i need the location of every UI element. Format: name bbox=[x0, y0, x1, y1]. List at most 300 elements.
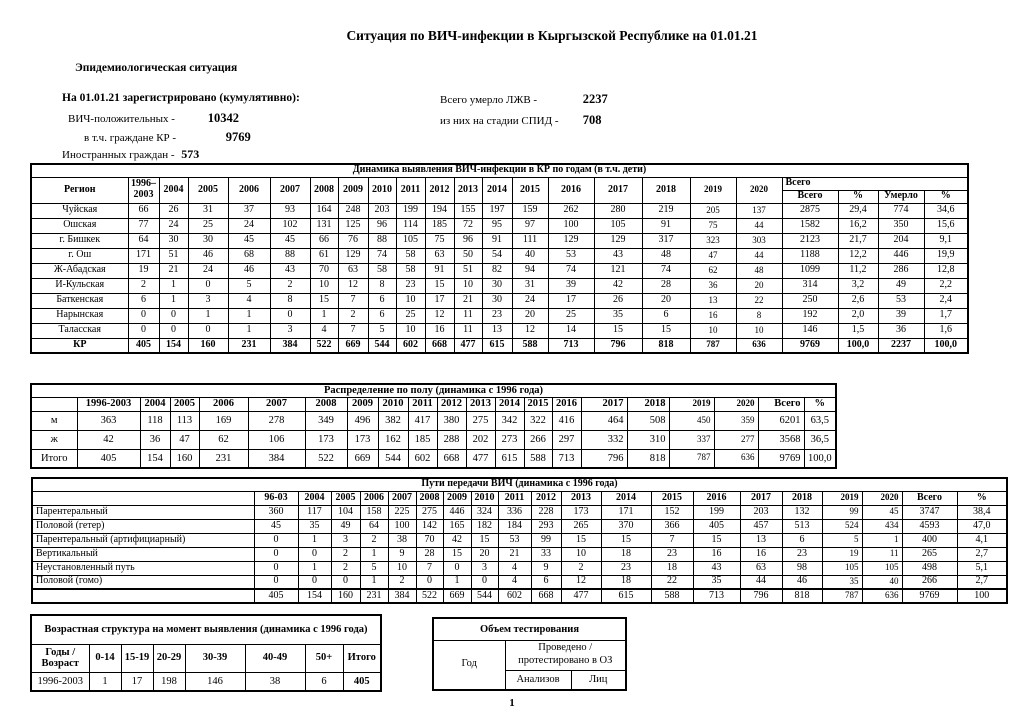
region-cell: Чуйская bbox=[31, 203, 128, 218]
year-value-cell: 349 bbox=[305, 411, 347, 430]
year-value-cell: 42 bbox=[443, 533, 471, 547]
year-value-cell: 15 bbox=[471, 533, 498, 547]
year-value-cell: 15 bbox=[601, 533, 651, 547]
year-value-cell: 155 bbox=[454, 203, 482, 218]
year-value-cell: 15 bbox=[310, 293, 338, 308]
year-value-cell: 544 bbox=[378, 449, 408, 468]
year-value-cell: 205 bbox=[690, 203, 736, 218]
year-header: 2019 bbox=[690, 177, 736, 203]
hiv-positive-label: ВИЧ-положительных - bbox=[68, 113, 175, 125]
year-header: 2017 bbox=[740, 491, 782, 505]
year-value-cell: 169 bbox=[199, 411, 248, 430]
year-value-cell: 199 bbox=[396, 203, 425, 218]
total-cell: 9769 bbox=[902, 589, 957, 603]
total-cell: 400 bbox=[902, 533, 957, 547]
year-value-cell: 51 bbox=[159, 248, 188, 263]
year-value-cell: 2 bbox=[331, 561, 360, 575]
year-value-cell: 18 bbox=[601, 547, 651, 561]
total-pct-cell: 1,5 bbox=[838, 323, 878, 338]
year-header: 2020 bbox=[714, 397, 758, 411]
year-value-cell: 231 bbox=[228, 338, 270, 353]
age-value-cell: 198 bbox=[153, 672, 185, 691]
year-value-cell: 72 bbox=[454, 218, 482, 233]
year-value-cell: 0 bbox=[298, 575, 331, 589]
year-value-cell: 3 bbox=[188, 293, 228, 308]
year-value-cell: 3 bbox=[331, 533, 360, 547]
year-value-cell: 96 bbox=[454, 233, 482, 248]
citizens-kr-line bbox=[84, 130, 251, 145]
dynamics-table-title: Динамика выявления ВИЧ-инфекции в КР по годам (в т.ч. дети) bbox=[31, 164, 968, 177]
year-header: 2008 bbox=[310, 177, 338, 203]
total-cell: 498 bbox=[902, 561, 957, 575]
total-cell: 265 bbox=[902, 547, 957, 561]
year-value-cell: 669 bbox=[347, 449, 378, 468]
year-value-cell: 22 bbox=[736, 293, 782, 308]
year-value-cell: 40 bbox=[862, 575, 902, 589]
year-value-cell: 154 bbox=[298, 589, 331, 603]
year-value-cell: 75 bbox=[425, 233, 454, 248]
year-value-cell: 508 bbox=[627, 411, 669, 430]
year-value-cell: 275 bbox=[416, 505, 443, 519]
year-value-cell: 10 bbox=[388, 561, 416, 575]
year-header: 96-03 bbox=[254, 491, 298, 505]
year-value-cell: 602 bbox=[408, 449, 437, 468]
year-header: 2018 bbox=[627, 397, 669, 411]
died-cell: 446 bbox=[878, 248, 924, 263]
year-header: 2016 bbox=[693, 491, 740, 505]
section-label: Эпидемиологическая ситуация bbox=[75, 62, 238, 74]
year-value-cell: 544 bbox=[471, 589, 498, 603]
region-row bbox=[31, 308, 968, 323]
year-value-cell: 5 bbox=[360, 561, 388, 575]
year-value-cell: 105 bbox=[862, 561, 902, 575]
year-value-cell: 615 bbox=[482, 338, 512, 353]
year-value-cell: 94 bbox=[512, 263, 548, 278]
year-value-cell: 10 bbox=[561, 547, 601, 561]
year-value-cell: 7 bbox=[416, 561, 443, 575]
year-value-cell: 225 bbox=[388, 505, 416, 519]
year-value-cell: 297 bbox=[552, 430, 581, 449]
year-value-cell: 231 bbox=[360, 589, 388, 603]
year-value-cell: 197 bbox=[482, 203, 512, 218]
year-value-cell: 9 bbox=[388, 547, 416, 561]
year-value-cell: 588 bbox=[651, 589, 693, 603]
year-value-cell: 787 bbox=[822, 589, 862, 603]
year-value-cell: 23 bbox=[601, 561, 651, 575]
year-value-cell: 45 bbox=[862, 505, 902, 519]
year-header: 2009 bbox=[347, 397, 378, 411]
year-value-cell: 1 bbox=[159, 293, 188, 308]
year-value-cell: 273 bbox=[495, 430, 524, 449]
year-value-cell: 2 bbox=[128, 278, 159, 293]
year-value-cell: 293 bbox=[531, 519, 561, 533]
year-value-cell: 636 bbox=[862, 589, 902, 603]
year-value-cell: 588 bbox=[512, 338, 548, 353]
year-value-cell: 46 bbox=[782, 575, 822, 589]
year-value-cell: 5 bbox=[368, 323, 396, 338]
year-value-cell: 199 bbox=[693, 505, 740, 519]
year-value-cell: 142 bbox=[416, 519, 443, 533]
year-value-cell: 446 bbox=[443, 505, 471, 519]
region-cell: г. Ош bbox=[31, 248, 128, 263]
year-value-cell: 14 bbox=[548, 323, 594, 338]
year-value-cell: 23 bbox=[782, 547, 822, 561]
year-value-cell: 104 bbox=[331, 505, 360, 519]
year-header: 2007 bbox=[248, 397, 305, 411]
year-value-cell: 0 bbox=[128, 308, 159, 323]
year-value-cell: 6 bbox=[531, 575, 561, 589]
total-pct-cell: 29,4 bbox=[838, 203, 878, 218]
year-value-cell: 6 bbox=[128, 293, 159, 308]
year-value-cell: 74 bbox=[642, 263, 690, 278]
year-header: 2017 bbox=[581, 397, 627, 411]
year-value-cell: 231 bbox=[199, 449, 248, 468]
analyses-header: Анализов bbox=[505, 670, 571, 690]
year-value-cell: 111 bbox=[512, 233, 548, 248]
year-value-cell: 10 bbox=[454, 278, 482, 293]
age-group-header: 30-39 bbox=[185, 644, 245, 672]
region-row bbox=[31, 233, 968, 248]
year-value-cell: 18 bbox=[601, 575, 651, 589]
total-cell: 1099 bbox=[782, 263, 838, 278]
year-header: 2014 bbox=[482, 177, 512, 203]
total-cell: 2123 bbox=[782, 233, 838, 248]
year-value-cell: 19 bbox=[822, 547, 862, 561]
year-value-cell: 64 bbox=[360, 519, 388, 533]
pct-cell: 36,5 bbox=[804, 430, 836, 449]
year-value-cell: 64 bbox=[128, 233, 159, 248]
year-value-cell: 522 bbox=[305, 449, 347, 468]
year-value-cell: 25 bbox=[188, 218, 228, 233]
year-header: 2011 bbox=[396, 177, 425, 203]
period-cell: 1996-2003 bbox=[31, 672, 89, 691]
year-value-cell: 10 bbox=[396, 323, 425, 338]
died-pct-cell: 34,6 bbox=[924, 203, 968, 218]
year-value-cell: 0 bbox=[254, 561, 298, 575]
year-value-cell: 266 bbox=[524, 430, 552, 449]
year-value-cell: 118 bbox=[140, 411, 170, 430]
year-value-cell: 105 bbox=[594, 218, 642, 233]
total-cell: 250 bbox=[782, 293, 838, 308]
age-structure-table bbox=[30, 614, 382, 692]
age-row bbox=[31, 672, 381, 691]
year-value-cell: 0 bbox=[254, 547, 298, 561]
route-label-cell: Вертикальный bbox=[32, 547, 254, 561]
year-value-cell: 42 bbox=[594, 278, 642, 293]
pct-header: % bbox=[804, 397, 836, 411]
sex-distribution-table bbox=[30, 383, 837, 469]
blank-corner-cell bbox=[31, 397, 77, 411]
year-value-cell: 43 bbox=[693, 561, 740, 575]
year-header: 2004 bbox=[140, 397, 170, 411]
died-total-value: 2237 bbox=[582, 92, 608, 106]
year-value-cell: 322 bbox=[524, 411, 552, 430]
year-value-cell: 12 bbox=[425, 308, 454, 323]
year-value-cell: 100 bbox=[548, 218, 594, 233]
tested-group-header: Проведено / протестировано в ОЗ bbox=[505, 640, 626, 670]
year-value-cell: 713 bbox=[693, 589, 740, 603]
foreigners-value: 573 bbox=[181, 147, 200, 161]
year-value-cell: 74 bbox=[368, 248, 396, 263]
total-header: Всего bbox=[758, 397, 804, 411]
year-value-cell: 405 bbox=[693, 519, 740, 533]
year-value-cell: 26 bbox=[159, 203, 188, 218]
died-aids-value: 708 bbox=[582, 113, 602, 127]
died-pct-cell: 9,1 bbox=[924, 233, 968, 248]
year-value-cell: 62 bbox=[199, 430, 248, 449]
total-pct-cell: 21,7 bbox=[838, 233, 878, 248]
year-value-cell: 97 bbox=[512, 218, 548, 233]
year-value-cell: 88 bbox=[368, 233, 396, 248]
year-value-cell: 17 bbox=[425, 293, 454, 308]
year-value-cell: 70 bbox=[310, 263, 338, 278]
year-value-cell: 16 bbox=[693, 547, 740, 561]
died-pct-cell: 1,7 bbox=[924, 308, 968, 323]
region-row bbox=[31, 323, 968, 338]
age-value-cell: 146 bbox=[185, 672, 245, 691]
year-value-cell: 2 bbox=[270, 278, 310, 293]
year-value-cell: 818 bbox=[782, 589, 822, 603]
year-value-cell: 17 bbox=[548, 293, 594, 308]
died-cell: 350 bbox=[878, 218, 924, 233]
year-value-cell: 82 bbox=[482, 263, 512, 278]
year-value-cell: 2 bbox=[388, 575, 416, 589]
route-row bbox=[32, 575, 1007, 589]
year-value-cell: 88 bbox=[270, 248, 310, 263]
year-value-cell: 54 bbox=[482, 248, 512, 263]
year-value-cell: 1 bbox=[360, 575, 388, 589]
age-group-header: Итого bbox=[343, 644, 381, 672]
year-value-cell: 158 bbox=[360, 505, 388, 519]
year-value-cell: 164 bbox=[310, 203, 338, 218]
year-header: 2019 bbox=[822, 491, 862, 505]
year-header: 2015 bbox=[651, 491, 693, 505]
year-header: 2006 bbox=[199, 397, 248, 411]
year-value-cell: 12 bbox=[512, 323, 548, 338]
year-value-cell: 477 bbox=[454, 338, 482, 353]
year-value-cell: 8 bbox=[270, 293, 310, 308]
year-column-header: Год bbox=[433, 640, 505, 690]
route-label-cell: Парентеральный (артифициарный) bbox=[32, 533, 254, 547]
year-value-cell: 248 bbox=[338, 203, 368, 218]
year-value-cell: 12 bbox=[561, 575, 601, 589]
total-cell: 192 bbox=[782, 308, 838, 323]
year-header: 2010 bbox=[471, 491, 498, 505]
year-value-cell: 713 bbox=[548, 338, 594, 353]
region-cell: Ж-Абадская bbox=[31, 263, 128, 278]
year-value-cell: 45 bbox=[228, 233, 270, 248]
year-value-cell: 796 bbox=[594, 338, 642, 353]
region-row bbox=[31, 203, 968, 218]
year-value-cell: 615 bbox=[495, 449, 524, 468]
total-sub-header: % bbox=[838, 190, 878, 203]
year-value-cell: 202 bbox=[466, 430, 495, 449]
persons-header: Лиц bbox=[571, 670, 626, 690]
citizens-kr-value: 9769 bbox=[225, 130, 251, 144]
year-value-cell: 277 bbox=[714, 430, 758, 449]
year-value-cell: 30 bbox=[482, 293, 512, 308]
year-value-cell: 45 bbox=[270, 233, 310, 248]
total-pct-cell: 16,2 bbox=[838, 218, 878, 233]
year-value-cell: 262 bbox=[548, 203, 594, 218]
region-cell: г. Бишкек bbox=[31, 233, 128, 248]
year-value-cell: 417 bbox=[408, 411, 437, 430]
year-value-cell: 228 bbox=[531, 505, 561, 519]
year-value-cell: 171 bbox=[601, 505, 651, 519]
died-cell: 774 bbox=[878, 203, 924, 218]
year-value-cell: 160 bbox=[188, 338, 228, 353]
year-value-cell: 15 bbox=[561, 533, 601, 547]
year-value-cell: 11 bbox=[454, 308, 482, 323]
year-value-cell: 7 bbox=[338, 293, 368, 308]
year-value-cell: 323 bbox=[690, 233, 736, 248]
year-value-cell: 522 bbox=[416, 589, 443, 603]
sex-row bbox=[31, 430, 836, 449]
year-value-cell: 132 bbox=[782, 505, 822, 519]
year-value-cell: 382 bbox=[378, 411, 408, 430]
route-label-cell bbox=[32, 589, 254, 603]
year-value-cell: 50 bbox=[454, 248, 482, 263]
route-label-cell: Половой (гомо) bbox=[32, 575, 254, 589]
total-cell: 6201 bbox=[758, 411, 804, 430]
year-value-cell: 2 bbox=[338, 308, 368, 323]
year-header: 2016 bbox=[548, 177, 594, 203]
year-value-cell: 159 bbox=[512, 203, 548, 218]
total-group-header: Всего bbox=[782, 177, 968, 190]
year-header: 2017 bbox=[594, 177, 642, 203]
year-header: 2008 bbox=[305, 397, 347, 411]
year-value-cell: 28 bbox=[416, 547, 443, 561]
year-value-cell: 184 bbox=[498, 519, 531, 533]
region-cell: Баткенская bbox=[31, 293, 128, 308]
year-value-cell: 0 bbox=[331, 575, 360, 589]
year-header: 2020 bbox=[736, 177, 782, 203]
year-value-cell: 129 bbox=[594, 233, 642, 248]
region-row bbox=[31, 278, 968, 293]
year-value-cell: 137 bbox=[736, 203, 782, 218]
route-label-cell: Неустановленный путь bbox=[32, 561, 254, 575]
year-value-cell: 668 bbox=[437, 449, 466, 468]
year-header: 2005 bbox=[170, 397, 199, 411]
year-value-cell: 39 bbox=[548, 278, 594, 293]
year-value-cell: 105 bbox=[396, 233, 425, 248]
region-header: Регион bbox=[31, 177, 128, 203]
year-value-cell: 1 bbox=[443, 575, 471, 589]
year-value-cell: 40 bbox=[512, 248, 548, 263]
sex-label-cell: м bbox=[31, 411, 77, 430]
year-value-cell: 44 bbox=[736, 248, 782, 263]
year-value-cell: 152 bbox=[651, 505, 693, 519]
year-value-cell: 0 bbox=[416, 575, 443, 589]
year-value-cell: 129 bbox=[338, 248, 368, 263]
year-value-cell: 280 bbox=[594, 203, 642, 218]
year-value-cell: 636 bbox=[736, 338, 782, 353]
year-value-cell: 24 bbox=[228, 218, 270, 233]
year-value-cell: 1 bbox=[159, 278, 188, 293]
year-value-cell: 477 bbox=[466, 449, 495, 468]
year-value-cell: 668 bbox=[425, 338, 454, 353]
total-cell: 314 bbox=[782, 278, 838, 293]
year-value-cell: 0 bbox=[188, 278, 228, 293]
year-header: 2011 bbox=[498, 491, 531, 505]
year-value-cell: 31 bbox=[188, 203, 228, 218]
year-value-cell: 162 bbox=[378, 430, 408, 449]
year-value-cell: 33 bbox=[531, 547, 561, 561]
year-value-cell: 0 bbox=[443, 561, 471, 575]
year-value-cell: 1 bbox=[360, 547, 388, 561]
year-value-cell: 434 bbox=[862, 519, 902, 533]
year-value-cell: 63 bbox=[425, 248, 454, 263]
year-value-cell: 275 bbox=[466, 411, 495, 430]
year-value-cell: 20 bbox=[642, 293, 690, 308]
pct-cell: 100 bbox=[957, 589, 1007, 603]
total-sub-header: % bbox=[924, 190, 968, 203]
year-value-cell: 669 bbox=[338, 338, 368, 353]
age-value-cell: 6 bbox=[305, 672, 343, 691]
year-value-cell: 20 bbox=[471, 547, 498, 561]
year-value-cell: 53 bbox=[498, 533, 531, 547]
year-value-cell: 70 bbox=[416, 533, 443, 547]
year-value-cell: 384 bbox=[248, 449, 305, 468]
year-header: 2020 bbox=[862, 491, 902, 505]
year-value-cell: 23 bbox=[651, 547, 693, 561]
year-value-cell: 10 bbox=[310, 278, 338, 293]
total-cell: 9769 bbox=[782, 338, 838, 353]
year-value-cell: 0 bbox=[270, 308, 310, 323]
year-value-cell: 602 bbox=[498, 589, 531, 603]
year-value-cell: 370 bbox=[601, 519, 651, 533]
year-value-cell: 544 bbox=[368, 338, 396, 353]
year-value-cell: 20 bbox=[512, 308, 548, 323]
year-value-cell: 21 bbox=[454, 293, 482, 308]
year-value-cell: 787 bbox=[669, 449, 714, 468]
hiv-positive-line bbox=[68, 111, 239, 126]
year-value-cell: 95 bbox=[482, 218, 512, 233]
year-value-cell: 713 bbox=[552, 449, 581, 468]
year-value-cell: 58 bbox=[396, 248, 425, 263]
year-value-cell: 16 bbox=[690, 308, 736, 323]
pct-cell: 2,7 bbox=[957, 575, 1007, 589]
year-value-cell: 24 bbox=[159, 218, 188, 233]
total-cell: 2875 bbox=[782, 203, 838, 218]
year-value-cell: 35 bbox=[298, 519, 331, 533]
year-value-cell: 91 bbox=[425, 263, 454, 278]
year-value-cell: 3 bbox=[471, 561, 498, 575]
year-value-cell: 5 bbox=[228, 278, 270, 293]
year-value-cell: 98 bbox=[782, 561, 822, 575]
year-value-cell: 58 bbox=[368, 263, 396, 278]
year-header: 2012 bbox=[425, 177, 454, 203]
testing-volume-table bbox=[432, 617, 627, 691]
age-group-header: 15-19 bbox=[121, 644, 153, 672]
citizens-kr-label: в т.ч. граждане КР - bbox=[84, 132, 177, 144]
sex-table-title: Распределение по полу (динамика с 1996 года) bbox=[31, 384, 836, 397]
year-value-cell: 796 bbox=[581, 449, 627, 468]
year-header: 2007 bbox=[270, 177, 310, 203]
year-value-cell: 6 bbox=[782, 533, 822, 547]
year-value-cell: 10 bbox=[396, 293, 425, 308]
year-value-cell: 669 bbox=[443, 589, 471, 603]
year-value-cell: 9 bbox=[531, 561, 561, 575]
route-row bbox=[32, 561, 1007, 575]
year-value-cell: 125 bbox=[338, 218, 368, 233]
died-aids-line bbox=[440, 113, 602, 128]
total-pct-cell: 100,0 bbox=[838, 338, 878, 353]
year-value-cell: 496 bbox=[347, 411, 378, 430]
year-value-cell: 76 bbox=[338, 233, 368, 248]
year-value-cell: 1 bbox=[228, 323, 270, 338]
year-header: 2012 bbox=[531, 491, 561, 505]
